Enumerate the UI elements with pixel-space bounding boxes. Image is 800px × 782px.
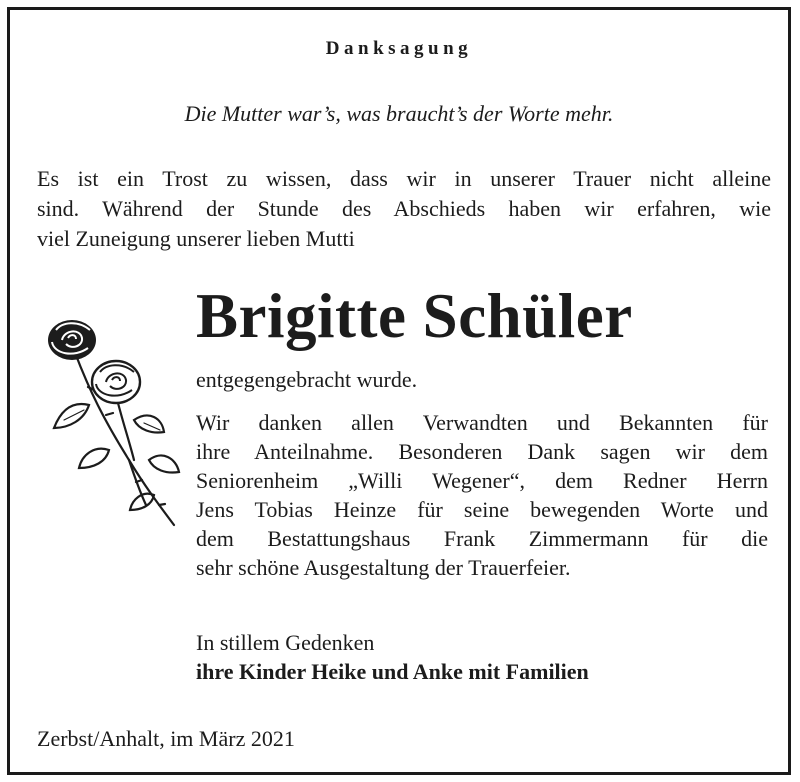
thanks-line: Seniorenheim „Willi Wegener“, dem Redner Herrn bbox=[196, 468, 768, 493]
intro-line: Es ist ein Trost zu wissen, dass wir in unserer Trauer nicht alleine bbox=[37, 166, 771, 191]
thanks-line: Jens Tobias Heinze für seine bewegenden Worte und bbox=[196, 497, 768, 522]
thanks-line: ihre Anteilnahme. Besonderen Dank sagen wir dem bbox=[196, 439, 768, 464]
motto-quote: Die Mutter war’s, was braucht’s der Worte mehr. bbox=[184, 101, 614, 126]
signatories: ihre Kinder Heike und Anke mit Familien bbox=[196, 659, 589, 684]
after-name-text: entgegengebracht wurde. bbox=[196, 367, 418, 392]
intro-line: viel Zuneigung unserer lieben Mutti bbox=[37, 226, 355, 251]
intro-paragraph bbox=[37, 164, 771, 254]
remembrance-line: In stillem Gedenken bbox=[196, 630, 375, 655]
notice-heading: Danksagung bbox=[325, 38, 473, 59]
obituary-notice bbox=[7, 7, 791, 775]
intro-line: sind. Während der Stunde des Abschieds haben wir erfahren, wie bbox=[37, 196, 771, 221]
place-date: Zerbst/Anhalt, im März 2021 bbox=[37, 726, 295, 751]
thanks-line: Wir danken allen Verwandten und Bekannten für bbox=[196, 410, 768, 435]
rose-icon bbox=[34, 310, 184, 535]
thanks-line: dem Bestattungshaus Frank Zimmermann für die bbox=[196, 526, 768, 551]
deceased-name: Brigitte Schüler bbox=[196, 281, 633, 351]
thanks-paragraph bbox=[196, 408, 768, 582]
signature-block bbox=[196, 628, 768, 686]
thanks-line: sehr schöne Ausgestaltung der Trauerfeier. bbox=[196, 555, 571, 580]
